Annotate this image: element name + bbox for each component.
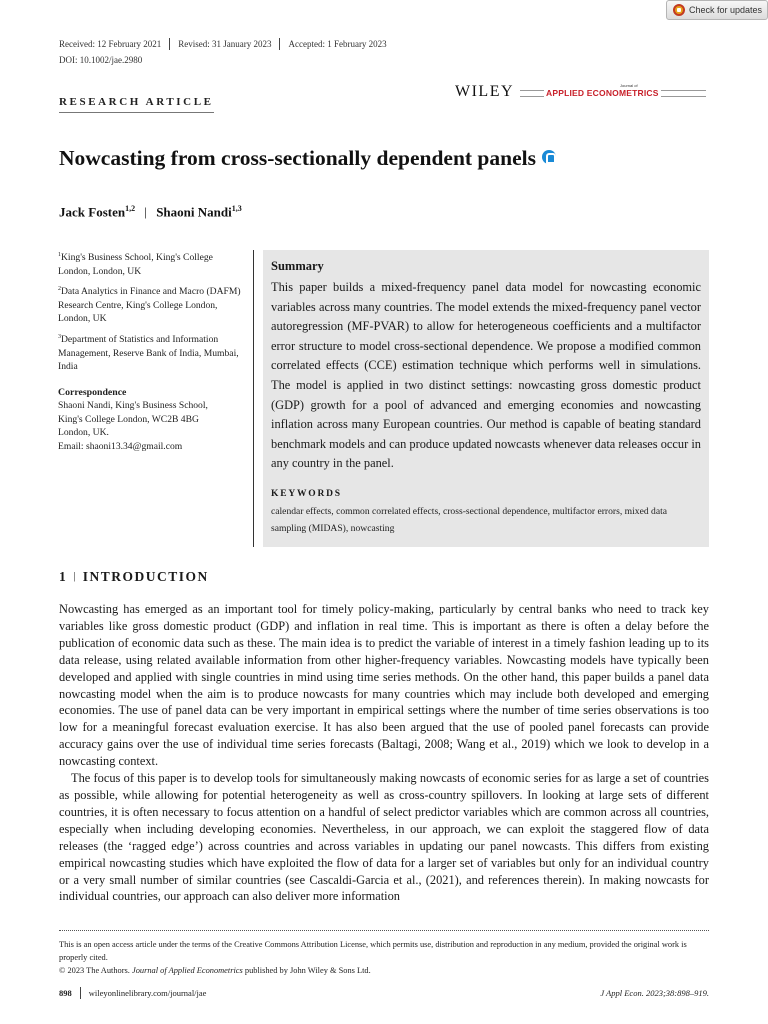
check-for-updates-button[interactable]	[666, 0, 768, 20]
article-title-text: Nowcasting from cross-sectionally dependent panels	[59, 146, 536, 170]
correspondence-heading: Correspondence	[58, 386, 127, 398]
summary-box	[263, 250, 709, 547]
keywords-heading: KEYWORDS	[271, 488, 342, 499]
author-separator: |	[144, 204, 147, 220]
correspondence-email[interactable]: Email: shaoni13.34@gmail.com	[58, 440, 183, 452]
journal-logo-small: Journal of	[620, 83, 638, 88]
page-number: 898	[59, 987, 81, 999]
author-affil-sup: 1,3	[231, 204, 242, 213]
section-number: 1	[59, 569, 68, 584]
journal-citation: J Appl Econ. 2023;38:898–919.	[600, 988, 709, 998]
received-date: Received: 12 February 2021	[59, 39, 162, 49]
copyright-note	[59, 964, 709, 977]
author-affil-sup: 1,2	[125, 204, 136, 213]
correspondence-line: London, UK.	[58, 427, 109, 439]
revised-date: Revised: 31 January 2023	[169, 38, 279, 50]
affiliation-item	[58, 283, 246, 326]
affiliations	[58, 249, 246, 453]
summary-heading: Summary	[271, 259, 324, 273]
footnote	[59, 938, 709, 977]
copyright-post: published by John Wiley & Sons Ltd.	[242, 966, 371, 975]
article-type: RESEARCH ARTICLE	[59, 96, 214, 108]
body-paragraph: Nowcasting has emerged as an important tool for timely policy-making, particularly by central banks who need to track key variables like gross domestic product (GDP) and inflation in real time. This is important as there is often a delay before the publication of economic data such as these. The main idea is to predict the variable of interest in a timely fashion leading up to its data release, using related available information from other higher-frequency variables. Nowcasting models have typically been developed and applied with single countries in mind using time series methods. On the other hand, this paper builds a panel data nowcasting model when the aim is to produce nowcasts for many countries which may include both developed and emerging economies. The use of panel data can be very important in empirical settings where the number of time series observations is too low for a meaningful forecast evaluation exercise. It has also been argued that the use of pooled panel forecasts can provide accuracy gains over the use of individual time series forecasts (Baltagi, 2008; Wang et al., 2019) which we look to develop in a nowcasting context.	[59, 602, 709, 769]
author-name[interactable]: Shaoni Nandi	[156, 204, 232, 220]
affiliation-item	[58, 249, 246, 278]
article-history	[59, 38, 395, 50]
keywords-text: calendar effects, common correlated effects, cross-sectional dependence, multifactor errors, mixed data sampling (MIDAS), nowcasting	[271, 505, 668, 534]
affiliation-text: Data Analytics in Finance and Macro (DAFM) Research Centre, King's College London, London, UK	[58, 286, 241, 325]
affiliation-item	[58, 331, 246, 374]
section-separator: |	[73, 571, 77, 582]
journal-url[interactable]: wileyonlinelibrary.com/journal/jae	[88, 988, 207, 998]
publisher-logo: WILEY	[455, 83, 515, 100]
body-paragraph: The focus of this paper is to develop tools for simultaneously making nowcasts of economic series for as large a set of countries as possible, while allowing for potential heterogeneity as well as cross-country spillovers. In looking at large sets of different countries, it is often necessary to focus attention on a handful of select predictor variables which are common across all countries, especially when including developing economies. Nevertheless, in our approach, we can exploit the staggered flow of data releases (the ‘ragged edge’) across countries and across variables in updating our panel nowcasts. This differs from existing empirical nowcasting studies which have exploited the flow of data for a larger set of variables but only for an individual country or a very small number of similar countries (see Cascaldi-Garcia et al., (2021), and references therein). In making nowcasts for individual countries, our approach can also deliver more information	[59, 771, 709, 904]
footnote-rule	[59, 930, 709, 931]
affiliation-sup: 2	[58, 286, 61, 293]
affiliation-sup: 1	[58, 252, 61, 258]
open-access-icon[interactable]	[542, 150, 556, 164]
copyright-journal: Journal of Applied Econometrics	[131, 966, 243, 975]
author-list	[59, 204, 242, 220]
author-name[interactable]: Jack Fosten	[59, 204, 126, 220]
doi[interactable]: DOI: 10.1002/jae.2980	[59, 55, 143, 65]
affiliation-text: Department of Statistics and Information Management, Reserve Bank of India, Mumbai, India	[58, 334, 239, 373]
journal-logo-name: APPLIED ECONOMETRICS	[546, 88, 659, 98]
affiliation-sup: 3	[58, 333, 61, 340]
page-footer	[59, 987, 709, 999]
section-title: INTRODUCTION	[82, 569, 209, 584]
license-note: This is an open access article under the terms of the Creative Commons Attribution License, which permits use, distribution and reproduction in any medium, provided the original work is properly cited.	[59, 940, 687, 962]
check-updates-label: Check for updates	[689, 5, 763, 15]
journal-logo	[520, 83, 706, 101]
check-updates-icon	[673, 4, 685, 16]
article-title	[59, 146, 556, 171]
correspondence-line: King's College London, WC2B 4BG	[58, 413, 199, 425]
summary-divider	[253, 250, 254, 547]
body-text	[59, 601, 709, 905]
correspondence-line: Shaoni Nandi, King's Business School,	[58, 400, 208, 412]
summary-text: This paper builds a mixed-frequency panel data model for nowcasting economic variables across many countries. The model extends the mixed-frequency panel vector autoregression (MF-PVAR) to allow for heterogeneous coefficients and a multifactor error structure to model cross-sectional dependence. We propose a modified common correlated effects (CCE) estimation technique which performs well in simulations. The model is applied in two distinct settings: nowcasting gross domestic product (GDP) growth for a pool of advanced and emerging economies and nowcasting inflation across many European countries. Our method is capable of beating standard benchmark models and can produce updated nowcasts whenever data releases occur in any country in the panel.	[271, 280, 701, 471]
accepted-date: Accepted: 1 February 2023	[279, 38, 394, 50]
section-heading	[59, 569, 209, 585]
article-type-rule	[59, 112, 214, 113]
affiliation-text: King's Business School, King's College London, London, UK	[58, 252, 213, 277]
copyright-pre: © 2023 The Authors.	[59, 966, 132, 975]
